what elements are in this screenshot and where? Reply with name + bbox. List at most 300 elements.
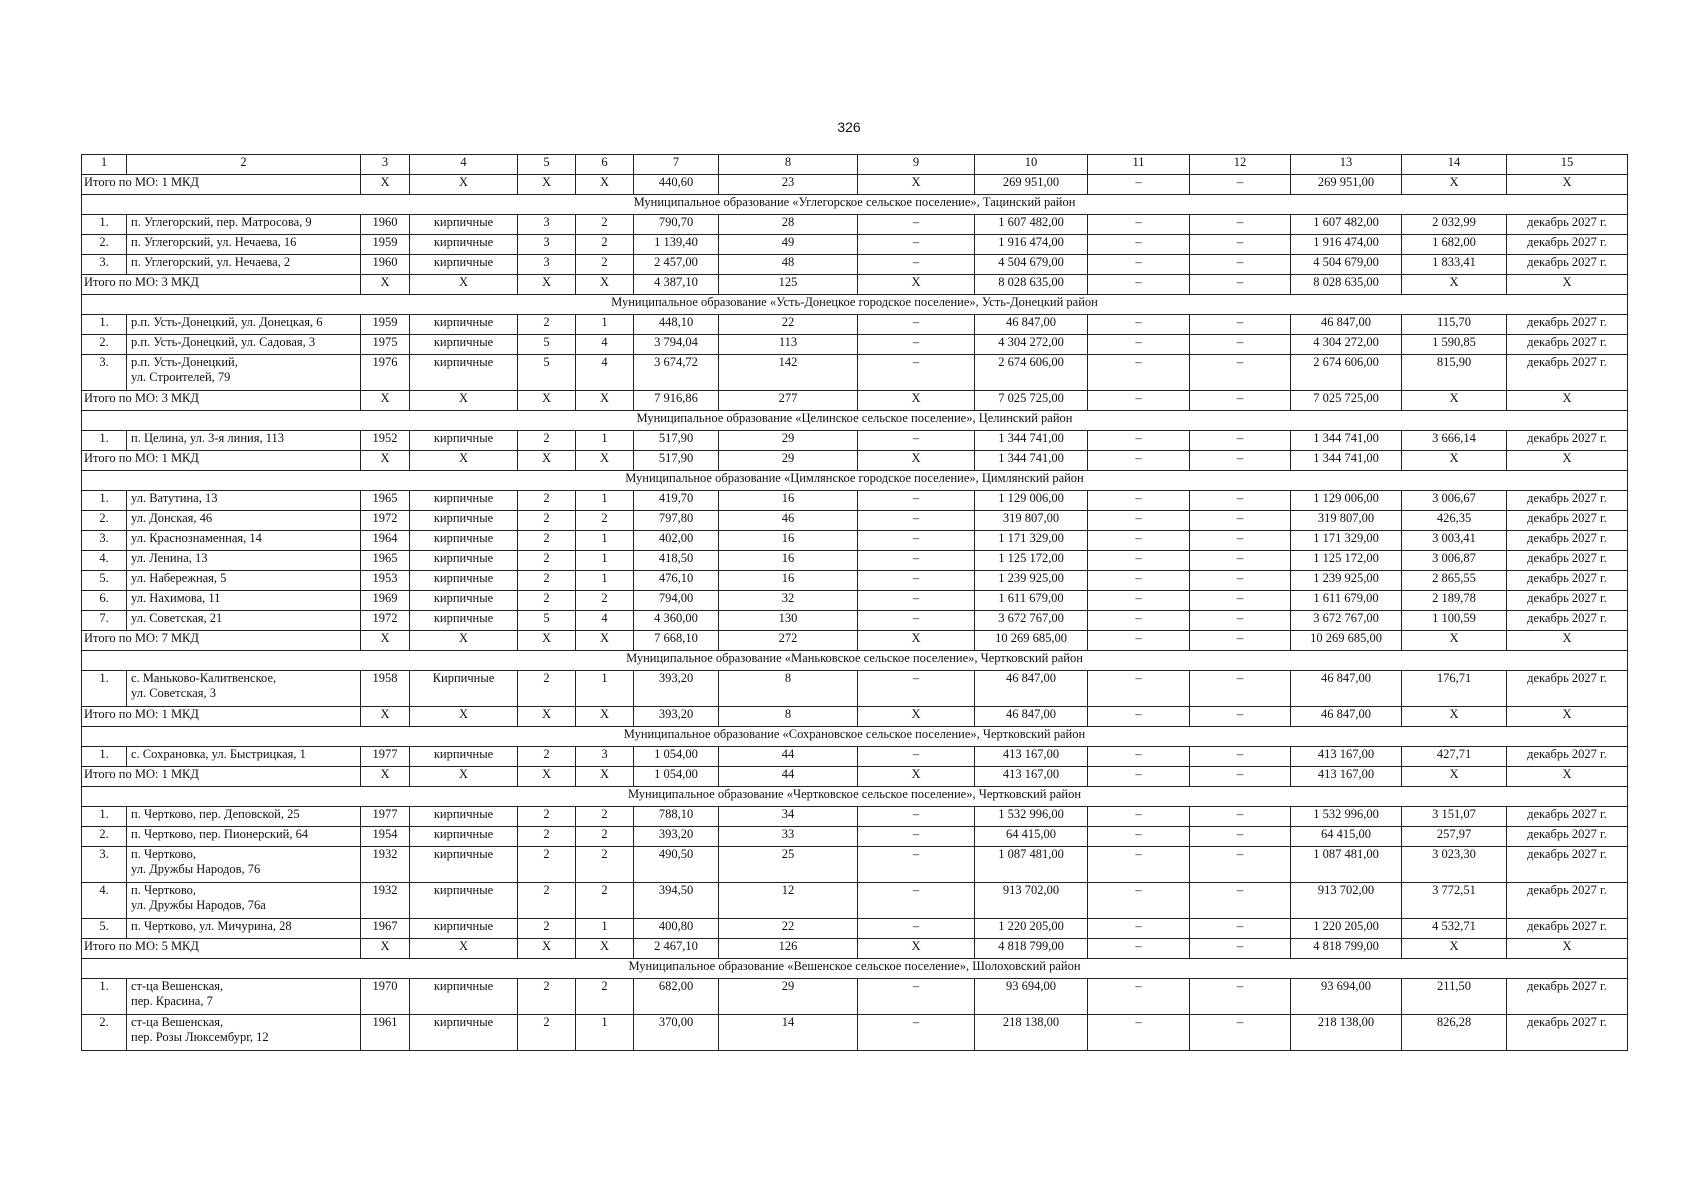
table-cell: – <box>1190 919 1291 939</box>
section-row <box>82 411 1628 431</box>
table-cell: декабрь 2027 г. <box>1507 883 1628 919</box>
table-cell: 2 <box>518 1015 576 1051</box>
table-cell: кирпичные <box>410 511 518 531</box>
table-cell: 3 006,67 <box>1402 491 1507 511</box>
table-cell: – <box>858 511 975 531</box>
address-line: ст-ца Вешенская, <box>131 979 224 993</box>
table-cell: декабрь 2027 г. <box>1507 611 1628 631</box>
total-row <box>82 939 1628 959</box>
table-cell: Кирпичные <box>410 671 518 707</box>
table-cell: X <box>361 707 410 727</box>
table-cell: 176,71 <box>1402 671 1507 707</box>
table-cell: 1 125 172,00 <box>975 551 1088 571</box>
column-header: 11 <box>1088 155 1190 175</box>
table-cell: 370,00 <box>634 1015 719 1051</box>
table-cell: 5 <box>518 611 576 631</box>
table-cell: 29 <box>719 451 858 471</box>
row-number: 2. <box>82 335 127 355</box>
table-cell: 14 <box>719 1015 858 1051</box>
table-cell: декабрь 2027 г. <box>1507 827 1628 847</box>
table-cell: 1 590,85 <box>1402 335 1507 355</box>
table-cell: 1 682,00 <box>1402 235 1507 255</box>
address-line: ул. Ватутина, 13 <box>131 491 218 505</box>
table-cell: 1 087 481,00 <box>975 847 1088 883</box>
table-cell: X <box>361 939 410 959</box>
table-cell: X <box>410 631 518 651</box>
total-row <box>82 175 1628 195</box>
column-header: 1 <box>82 155 127 175</box>
table-cell: декабрь 2027 г. <box>1507 315 1628 335</box>
table-cell: 34 <box>719 807 858 827</box>
table-cell: – <box>1088 827 1190 847</box>
table-cell: 33 <box>719 827 858 847</box>
table-cell: 1972 <box>361 511 410 531</box>
table-cell: 1 139,40 <box>634 235 719 255</box>
table-row <box>82 551 1628 571</box>
page-number: 326 <box>837 119 861 135</box>
table-cell: 4 <box>576 611 634 631</box>
table-cell: 3 <box>518 215 576 235</box>
address-cell <box>127 591 361 611</box>
table-cell: 22 <box>719 919 858 939</box>
table-cell: 1970 <box>361 979 410 1015</box>
section-title: Муниципальное образование «Усть-Донецкое городское поселение», Усть-Донецкий район <box>82 295 1628 315</box>
table-row <box>82 847 1628 883</box>
table-row <box>82 591 1628 611</box>
table-cell: X <box>1402 275 1507 295</box>
table-cell: X <box>576 707 634 727</box>
table-cell: – <box>858 431 975 451</box>
table-cell: 2 467,10 <box>634 939 719 959</box>
table-cell: X <box>410 939 518 959</box>
table-cell: X <box>410 767 518 787</box>
table-cell: 7 025 725,00 <box>1291 391 1402 411</box>
table-cell: – <box>1088 315 1190 335</box>
table-cell: 1969 <box>361 591 410 611</box>
table-cell: – <box>1190 939 1291 959</box>
address-line: п. Углегорский, пер. Матросова, 9 <box>131 215 312 229</box>
table-cell: 126 <box>719 939 858 959</box>
table-cell: декабрь 2027 г. <box>1507 491 1628 511</box>
table-cell: декабрь 2027 г. <box>1507 255 1628 275</box>
table-cell: 1 <box>576 491 634 511</box>
table-row <box>82 571 1628 591</box>
table-cell: X <box>361 767 410 787</box>
address-line: с. Сохрановка, ул. Быстрицкая, 1 <box>131 747 306 761</box>
table-cell: 7 025 725,00 <box>975 391 1088 411</box>
address-cell <box>127 531 361 551</box>
table-cell: X <box>410 175 518 195</box>
section-title: Муниципальное образование «Чертковское сельское поселение», Чертковский район <box>82 787 1628 807</box>
address-line: п. Целина, ул. 3-я линия, 113 <box>131 431 284 445</box>
table-cell: 46 <box>719 511 858 531</box>
row-number: 2. <box>82 511 127 531</box>
table-cell: – <box>1088 275 1190 295</box>
table-cell: 1965 <box>361 551 410 571</box>
table-cell: 23 <box>719 175 858 195</box>
table-cell: – <box>1190 847 1291 883</box>
table-cell: кирпичные <box>410 807 518 827</box>
table-cell: – <box>1088 235 1190 255</box>
table-cell: X <box>410 275 518 295</box>
table-cell: 682,00 <box>634 979 719 1015</box>
table-cell: 1 607 482,00 <box>975 215 1088 235</box>
table-cell: – <box>1088 919 1190 939</box>
table-cell: 277 <box>719 391 858 411</box>
table-cell: 1 <box>576 315 634 335</box>
table-cell: 393,20 <box>634 671 719 707</box>
row-number: 1. <box>82 671 127 707</box>
row-number: 2. <box>82 235 127 255</box>
table-cell: 419,70 <box>634 491 719 511</box>
address-line: пер. Красина, 7 <box>131 994 213 1008</box>
table-cell: 93 694,00 <box>1291 979 1402 1015</box>
table-cell: – <box>1190 591 1291 611</box>
table-cell: 393,20 <box>634 707 719 727</box>
address-cell <box>127 255 361 275</box>
table-cell: 46 847,00 <box>1291 315 1402 335</box>
table-cell: 1 054,00 <box>634 767 719 787</box>
table-cell: 3 <box>518 235 576 255</box>
table-cell: 64 415,00 <box>1291 827 1402 847</box>
table-cell: 448,10 <box>634 315 719 335</box>
table-cell: X <box>361 451 410 471</box>
table-cell: – <box>1088 451 1190 471</box>
table-cell: – <box>1190 1015 1291 1051</box>
address-line: ул. Дружбы Народов, 76а <box>131 898 266 912</box>
table-cell: 269 951,00 <box>1291 175 1402 195</box>
table-cell: 10 269 685,00 <box>975 631 1088 651</box>
address-cell <box>127 235 361 255</box>
table-cell: 1 611 679,00 <box>1291 591 1402 611</box>
table-cell: X <box>361 631 410 651</box>
table-cell: 402,00 <box>634 531 719 551</box>
address-cell <box>127 979 361 1015</box>
table-cell: – <box>1190 747 1291 767</box>
table-cell: 1 344 741,00 <box>1291 431 1402 451</box>
table-cell: – <box>1190 551 1291 571</box>
table-cell: X <box>1507 275 1628 295</box>
table-cell: кирпичные <box>410 571 518 591</box>
table-cell: 269 951,00 <box>975 175 1088 195</box>
table-cell: – <box>1190 883 1291 919</box>
column-header: 14 <box>1402 155 1507 175</box>
row-number: 1. <box>82 807 127 827</box>
row-number: 7. <box>82 611 127 631</box>
table-cell: 142 <box>719 355 858 391</box>
table-cell: X <box>1507 391 1628 411</box>
table-cell: 5 <box>518 355 576 391</box>
table-cell: 1 <box>576 571 634 591</box>
table-cell: – <box>1088 335 1190 355</box>
table-cell: декабрь 2027 г. <box>1507 551 1628 571</box>
table-cell: – <box>1088 551 1190 571</box>
address-line: п. Чертково, <box>131 847 197 861</box>
table-cell: – <box>858 571 975 591</box>
table-cell: X <box>858 175 975 195</box>
table-cell: – <box>1190 315 1291 335</box>
table-cell: – <box>1190 215 1291 235</box>
table-cell: 16 <box>719 531 858 551</box>
row-number: 2. <box>82 1015 127 1051</box>
table-cell: 4 304 272,00 <box>1291 335 1402 355</box>
table-cell: 46 847,00 <box>975 671 1088 707</box>
address-cell <box>127 511 361 531</box>
table-cell: X <box>1507 707 1628 727</box>
table-cell: – <box>1088 631 1190 651</box>
address-cell <box>127 611 361 631</box>
total-label: Итого по МО: 3 МКД <box>82 391 361 411</box>
table-row <box>82 531 1628 551</box>
table-cell: 319 807,00 <box>975 511 1088 531</box>
table-cell: 490,50 <box>634 847 719 883</box>
total-label: Итого по МО: 7 МКД <box>82 631 361 651</box>
table-cell: 1 833,41 <box>1402 255 1507 275</box>
section-title: Муниципальное образование «Вешенское сельское поселение», Шолоховский район <box>82 959 1628 979</box>
row-number: 1. <box>82 215 127 235</box>
table-cell: – <box>1190 671 1291 707</box>
table-cell: – <box>1190 491 1291 511</box>
table-cell: X <box>576 631 634 651</box>
address-cell <box>127 315 361 335</box>
table-cell: 3 666,14 <box>1402 431 1507 451</box>
table-cell: 2 <box>518 315 576 335</box>
address-cell <box>127 1015 361 1051</box>
table-cell: 22 <box>719 315 858 335</box>
table-cell: кирпичные <box>410 919 518 939</box>
table-cell: декабрь 2027 г. <box>1507 671 1628 707</box>
table-cell: 2 <box>518 827 576 847</box>
table-cell: – <box>1088 571 1190 591</box>
table-cell: X <box>858 631 975 651</box>
total-row <box>82 767 1628 787</box>
table-cell: – <box>1088 431 1190 451</box>
table-row <box>82 1015 1628 1051</box>
table-cell: – <box>1088 1015 1190 1051</box>
table-cell: – <box>1088 707 1190 727</box>
table-cell: 797,80 <box>634 511 719 531</box>
table-cell: кирпичные <box>410 847 518 883</box>
table-cell: X <box>361 275 410 295</box>
table-cell: 12 <box>719 883 858 919</box>
section-row <box>82 959 1628 979</box>
total-label: Итого по МО: 3 МКД <box>82 275 361 295</box>
table-cell: – <box>1190 335 1291 355</box>
table-cell: – <box>1088 611 1190 631</box>
table-cell: 1 <box>576 919 634 939</box>
table-cell: 218 138,00 <box>1291 1015 1402 1051</box>
table-cell: – <box>1088 511 1190 531</box>
table-cell: 49 <box>719 235 858 255</box>
table-cell: 413 167,00 <box>975 747 1088 767</box>
table-cell: – <box>1088 591 1190 611</box>
table-cell: 3 674,72 <box>634 355 719 391</box>
table-cell: – <box>858 979 975 1015</box>
table-cell: кирпичные <box>410 551 518 571</box>
table-cell: 1 087 481,00 <box>1291 847 1402 883</box>
table-cell: декабрь 2027 г. <box>1507 355 1628 391</box>
table-cell: 4 387,10 <box>634 275 719 295</box>
header-row <box>82 155 1628 175</box>
table-cell: декабрь 2027 г. <box>1507 335 1628 355</box>
row-number: 3. <box>82 847 127 883</box>
table-cell: 440,60 <box>634 175 719 195</box>
row-number: 1. <box>82 491 127 511</box>
table-cell: 4 818 799,00 <box>975 939 1088 959</box>
table-cell: 8 028 635,00 <box>975 275 1088 295</box>
table-cell: 8 <box>719 707 858 727</box>
address-line: ул. Донская, 46 <box>131 511 213 525</box>
column-header: 12 <box>1190 155 1291 175</box>
table-cell: 1 054,00 <box>634 747 719 767</box>
table-cell: 1977 <box>361 747 410 767</box>
row-number: 3. <box>82 531 127 551</box>
table-cell: декабрь 2027 г. <box>1507 747 1628 767</box>
table-cell: – <box>858 531 975 551</box>
table-cell: 1952 <box>361 431 410 451</box>
table-cell: 2 <box>518 883 576 919</box>
address-line: п. Чертково, <box>131 883 197 897</box>
table-cell: 1 125 172,00 <box>1291 551 1402 571</box>
table-cell: 1964 <box>361 531 410 551</box>
table-cell: кирпичные <box>410 611 518 631</box>
table-cell: 10 269 685,00 <box>1291 631 1402 651</box>
table-cell: – <box>858 671 975 707</box>
row-number: 3. <box>82 255 127 275</box>
row-number: 2. <box>82 827 127 847</box>
table-cell: X <box>858 391 975 411</box>
table-cell: – <box>1190 571 1291 591</box>
table-cell: 3 772,51 <box>1402 883 1507 919</box>
table-row <box>82 335 1628 355</box>
table-cell: 1 <box>576 551 634 571</box>
table-cell: 2 <box>576 591 634 611</box>
address-line: п. Углегорский, ул. Нечаева, 2 <box>131 255 291 269</box>
address-line: ул. Дружбы Народов, 76 <box>131 862 261 876</box>
table-cell: 1959 <box>361 315 410 335</box>
table-cell: 413 167,00 <box>1291 767 1402 787</box>
table-cell: 3 <box>576 747 634 767</box>
table-row <box>82 827 1628 847</box>
table-cell: 1 129 006,00 <box>1291 491 1402 511</box>
table-cell: 2 865,55 <box>1402 571 1507 591</box>
table-cell: кирпичные <box>410 591 518 611</box>
table-cell: 790,70 <box>634 215 719 235</box>
table-cell: декабрь 2027 г. <box>1507 431 1628 451</box>
table-cell: декабрь 2027 г. <box>1507 807 1628 827</box>
table-cell: – <box>1190 175 1291 195</box>
total-row <box>82 707 1628 727</box>
table-cell: – <box>1088 391 1190 411</box>
section-title: Муниципальное образование «Целинское сельское поселение», Целинский район <box>82 411 1628 431</box>
table-cell: кирпичные <box>410 315 518 335</box>
table-cell: 4 504 679,00 <box>1291 255 1402 275</box>
table-cell: 25 <box>719 847 858 883</box>
table-cell: кирпичные <box>410 531 518 551</box>
table-row <box>82 255 1628 275</box>
table-cell: – <box>1088 939 1190 959</box>
table-cell: 2 <box>518 571 576 591</box>
section-row <box>82 295 1628 315</box>
address-cell <box>127 827 361 847</box>
table-cell: 1932 <box>361 883 410 919</box>
table-cell: 2 <box>576 827 634 847</box>
table-cell: 2 <box>576 215 634 235</box>
table-cell: кирпичные <box>410 255 518 275</box>
table-cell: 4 532,71 <box>1402 919 1507 939</box>
table-cell: 16 <box>719 491 858 511</box>
row-number: 6. <box>82 591 127 611</box>
table-cell: X <box>1402 767 1507 787</box>
table-body <box>82 155 1628 1051</box>
row-number: 4. <box>82 551 127 571</box>
table-cell: – <box>1190 631 1291 651</box>
table-cell: 3 672 767,00 <box>975 611 1088 631</box>
table-cell: 2 <box>518 807 576 827</box>
table-cell: кирпичные <box>410 235 518 255</box>
table-cell: 1 220 205,00 <box>1291 919 1402 939</box>
table-cell: X <box>1507 451 1628 471</box>
table-cell: – <box>858 235 975 255</box>
total-row <box>82 451 1628 471</box>
housing-table <box>81 154 1628 1051</box>
table-cell: – <box>858 919 975 939</box>
table-cell: 413 167,00 <box>1291 747 1402 767</box>
table-cell: X <box>858 451 975 471</box>
table-cell: – <box>858 551 975 571</box>
table-cell: X <box>576 175 634 195</box>
table-row <box>82 511 1628 531</box>
table-cell: кирпичные <box>410 883 518 919</box>
table-cell: 1961 <box>361 1015 410 1051</box>
table-cell: 1965 <box>361 491 410 511</box>
table-cell: 1976 <box>361 355 410 391</box>
address-line: р.п. Усть-Донецкий, ул. Садовая, 3 <box>131 335 316 349</box>
table-cell: 44 <box>719 747 858 767</box>
address-line: ул. Советская, 3 <box>131 686 216 700</box>
table-cell: кирпичные <box>410 979 518 1015</box>
table-cell: 1972 <box>361 611 410 631</box>
table-cell: 1960 <box>361 215 410 235</box>
table-cell: – <box>1088 883 1190 919</box>
table-cell: 400,80 <box>634 919 719 939</box>
table-cell: 4 304 272,00 <box>975 335 1088 355</box>
table-cell: 1958 <box>361 671 410 707</box>
table-cell: 46 847,00 <box>975 315 1088 335</box>
address-line: п. Чертково, ул. Мичурина, 28 <box>131 919 292 933</box>
table-cell: X <box>518 275 576 295</box>
table-cell: декабрь 2027 г. <box>1507 215 1628 235</box>
table-cell: – <box>1190 255 1291 275</box>
column-header: 13 <box>1291 155 1402 175</box>
table-cell: 93 694,00 <box>975 979 1088 1015</box>
table-cell: 44 <box>719 767 858 787</box>
table-cell: 3 023,30 <box>1402 847 1507 883</box>
table-cell: 130 <box>719 611 858 631</box>
table-cell: – <box>1088 847 1190 883</box>
table-cell: 115,70 <box>1402 315 1507 335</box>
table-row <box>82 315 1628 335</box>
table-cell: X <box>858 939 975 959</box>
table-cell: 476,10 <box>634 571 719 591</box>
table-cell: кирпичные <box>410 827 518 847</box>
table-cell: – <box>1088 671 1190 707</box>
table-cell: 8 028 635,00 <box>1291 275 1402 295</box>
table-cell: X <box>410 707 518 727</box>
table-cell: X <box>1402 175 1507 195</box>
address-line: п. Углегорский, ул. Нечаева, 16 <box>131 235 297 249</box>
table-cell: 2 032,99 <box>1402 215 1507 235</box>
